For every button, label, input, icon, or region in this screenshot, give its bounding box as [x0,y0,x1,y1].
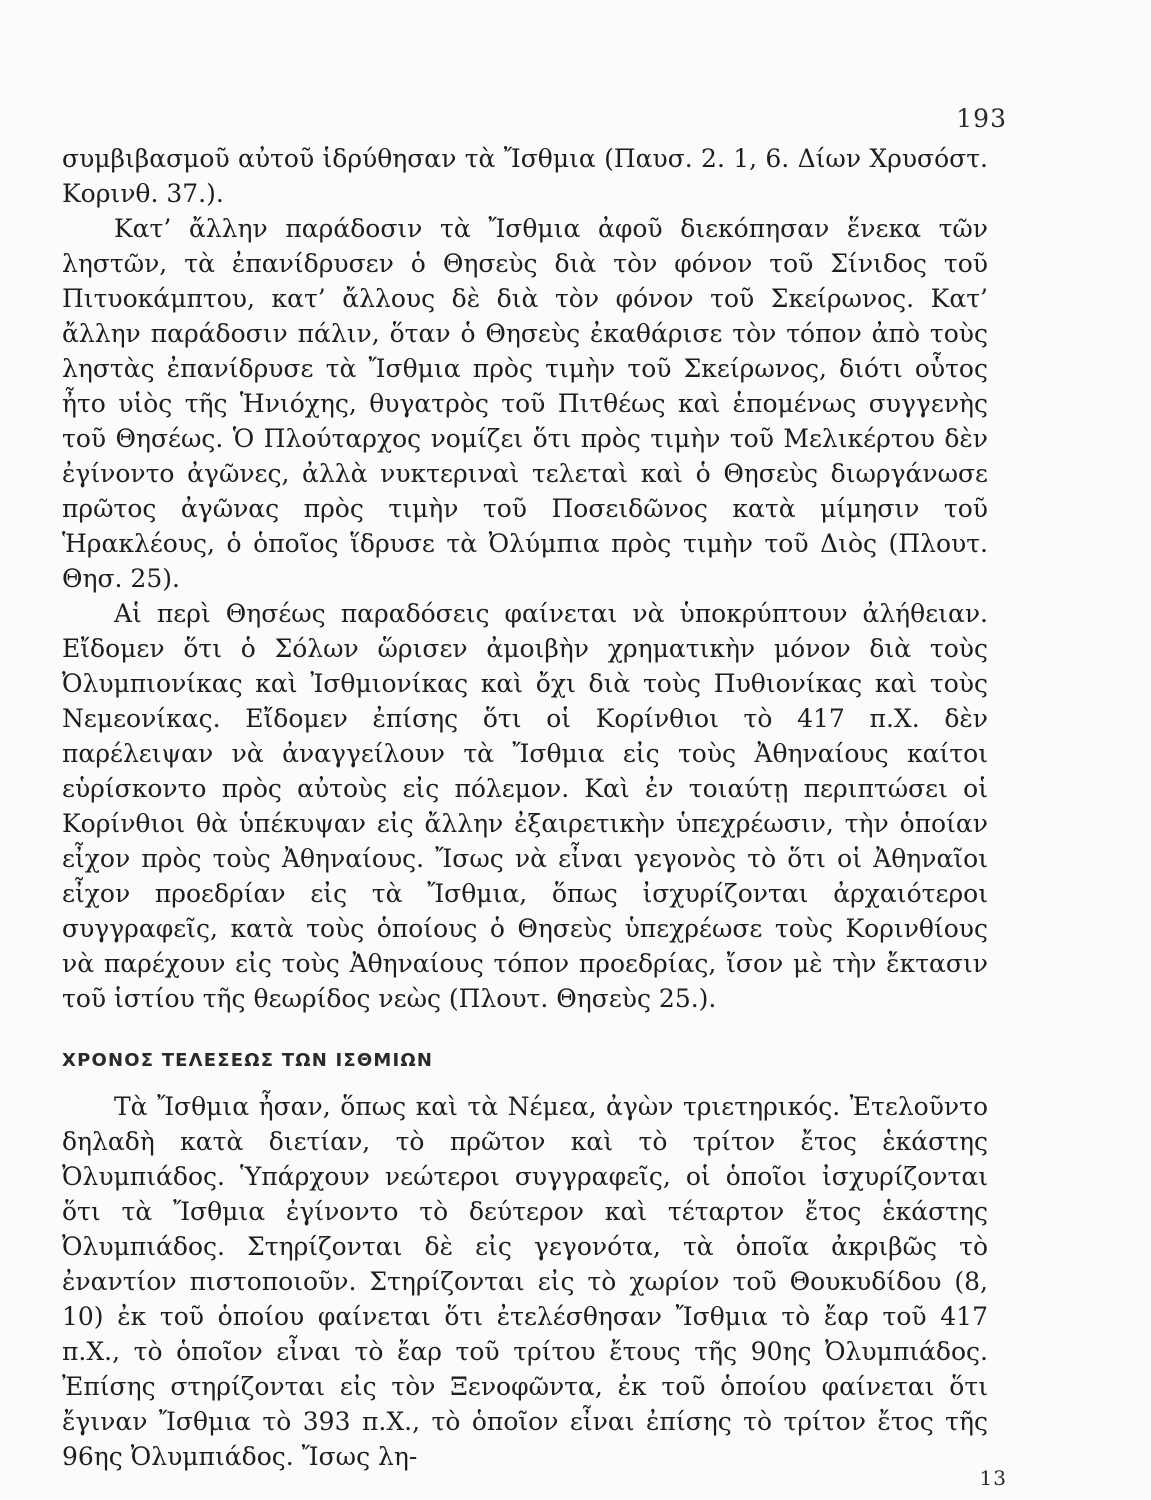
section-heading: ΧΡΟΝΟΣ ΤΕΛΕΣΕΩΣ ΤΩΝ ΙΣΘΜΙΩΝ [62,1050,434,1071]
text-block-lower [62,1089,988,1474]
page-number: 193 [956,104,1007,133]
paragraph-isthmia-timing: Τὰ Ἴσθμια ἦσαν, ὅπως καὶ τὰ Νέμεα, ἀγὼν τριετηρικός. Ἐτελοῦντο δηλαδὴ κατὰ διετίαν, τὸ πρῶτον καὶ τὸ τρίτον ἔτος ἑκάστης Ὀλυμπιάδος. Ὑπάρχουν νεώτεροι συγγραφεῖς, οἱ ὁποῖοι ἰσχυρίζονται ὅτι τὰ Ἴσθμια ἐγίνοντο τὸ δεύτερον καὶ τέταρτον ἔτος ἑκάστης Ὀλυμπιάδος. Στηρίζονται δὲ εἰς γεγονότα, τὰ ὁποῖα ἀκριβῶς τὸ ἐναντίον πιστοποιοῦν. Στηρίζονται εἰς τὸ χωρίον τοῦ Θουκυδίδου (8, 10) ἐκ τοῦ ὁποίου φαίνεται ὅτι ἐτελέσθησαν Ἴσθμια τὸ ἔαρ τοῦ 417 π.Χ., τὸ ὁποῖον εἶναι τὸ ἔαρ τοῦ τρίτου ἔτους τῆς 90ης Ὀλυμπιάδος. Ἐπίσης στηρίζονται εἰς τὸν Ξενοφῶντα, ἐκ τοῦ ὁποίου φαίνεται ὅτι ἔγιναν Ἴσθμια τὸ 393 π.Χ., τὸ ὁποῖον εἶναι ἐπίσης τὸ τρίτον ἔτος τῆς 96ης Ὀλυμπιάδος. Ἴσως λη- [62,1092,988,1471]
paragraph-continuation: συμβιβασμοῦ αὐτοῦ ἱδρύθησαν τὰ Ἴσθμια (Παυσ. 2. 1, 6. Δίων Χρυσόστ. Κορινθ. 37.). [62,144,988,208]
paragraph-theseus-tradition: Κατ’ ἄλλην παράδοσιν τὰ Ἴσθμια ἀφοῦ διεκόπησαν ἕνεκα τῶν ληστῶν, τὰ ἐπανίδρυσεν ὁ Θησεὺς διὰ τὸν φόνον τοῦ Σίνιδος τοῦ Πιτυοκάμπτου, κατ’ ἄλλους δὲ διὰ τὸν φόνον τοῦ Σκείρωνος. Κατ’ ἄλλην παράδοσιν πάλιν, ὅταν ὁ Θησεὺς ἐκαθάρισε τὸν τόπον ἀπὸ τοὺς ληστὰς ἐπανίδρυσε τὰ Ἴσθμια πρὸς τιμὴν τοῦ Σκείρωνος, διότι οὗτος ἦτο υἱὸς τῆς Ἡνιόχης, θυγατρὸς τοῦ Πιτθέως καὶ ἑπομένως συγγενὴς τοῦ Θησέως. Ὁ Πλούταρχος νομίζει ὅτι πρὸς τιμὴν τοῦ Μελικέρτου δὲν ἐγίνοντο ἀγῶνες, ἀλλὰ νυκτεριναὶ τελεταὶ καὶ ὁ Θησεὺς διωργάνωσε πρῶτος ἀγῶνας πρὸς τιμὴν τοῦ Ποσειδῶνος κατὰ μίμησιν τοῦ Ἡρακλέους, ὁ ὁποῖος ἵδρυσε τὰ Ὀλύμπια πρὸς τιμὴν τοῦ Διὸς (Πλουτ. Θησ. 25). [62,214,988,593]
printer-signature: 13 [979,1466,1007,1490]
text-block-upper [62,141,988,1016]
paragraph-traditions-truth: Αἱ περὶ Θησέως παραδόσεις φαίνεται νὰ ὑποκρύπτουν ἀλήθειαν. Εἴδομεν ὅτι ὁ Σόλων ὥρισεν ἀμοιβὴν χρηματικὴν μόνον διὰ τοὺς Ὀλυμπιονίκας καὶ Ἰσθμιονίκας καὶ ὄχι διὰ τοὺς Πυθιονίκας καὶ τοὺς Νεμεονίκας. Εἴδομεν ἐπίσης ὅτι οἱ Κορίνθιοι τὸ 417 π.Χ. δὲν παρέλειψαν νὰ ἀναγγείλουν τὰ Ἴσθμια εἰς τοὺς Ἀθηναίους καίτοι εὑρίσκοντο πρὸς αὐτοὺς εἰς πόλεμον. Καὶ ἐν τοιαύτῃ περιπτώσει οἱ Κορίνθιοι θὰ ὑπέκυψαν εἰς ἄλλην ἐξαιρετικὴν ὑπεχρέωσιν, τὴν ὁποίαν εἶχον πρὸς τοὺς Ἀθηναίους. Ἴσως νὰ εἶναι γεγονὸς τὸ ὅτι οἱ Ἀθηναῖοι εἶχον προεδρίαν εἰς τὰ Ἴσθμια, ὅπως ἰσχυρίζονται ἀρχαιότεροι συγγραφεῖς, κατὰ τοὺς ὁποίους ὁ Θησεὺς ὑπεχρέωσε τοὺς Κορινθίους νὰ παρέχουν εἰς τοὺς Ἀθηναίους τόπον προεδρίας, ἴσον μὲ τὴν ἔκτασιν τοῦ ἱστίου τῆς θεωρίδος νεὼς (Πλουτ. Θησεὺς 25.). [62,599,988,1013]
